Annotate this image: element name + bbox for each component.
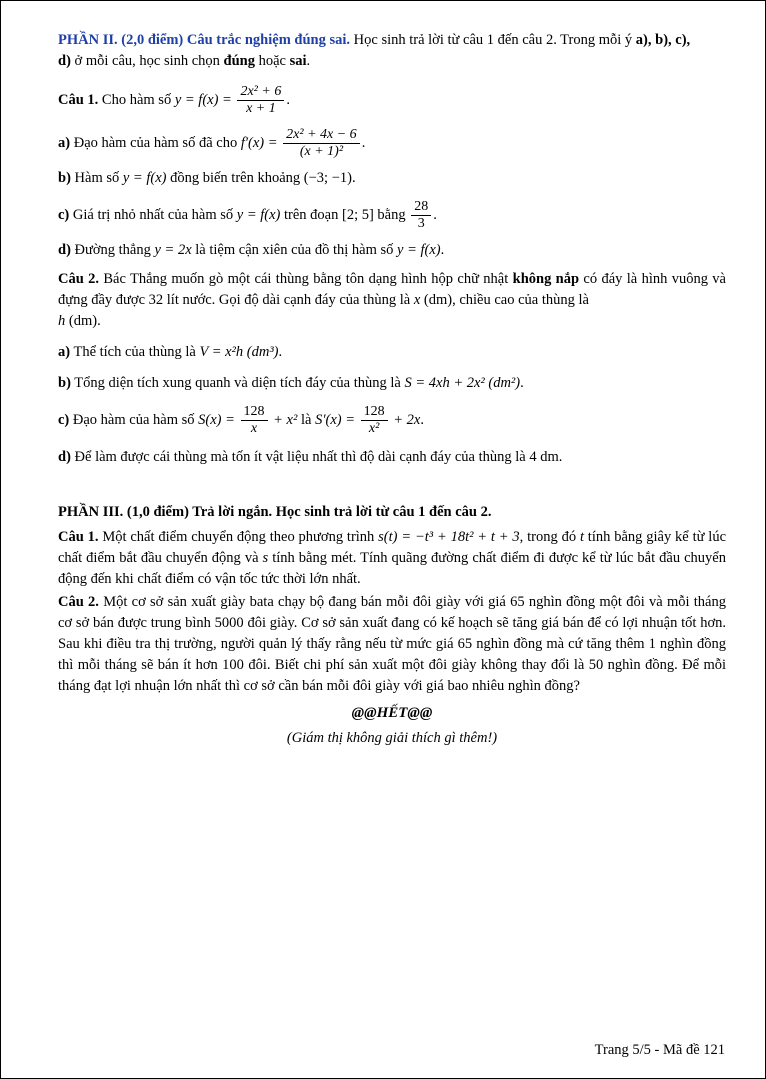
p2-q1-a: a) Đạo hàm của hàm số đã cho f′(x) = $\frac{\text{2x² + 4x − 6}}{\text{(x + 1)²}}$ . (58, 127, 366, 159)
part3-title: PHẦN III. (1,0 điểm) Trả lời ngắn. Học sinh trả lời từ câu 1 đến câu 2. (58, 504, 492, 520)
exam-page (58, 30, 726, 749)
page-footer: Trang 5/5 - Mã đề 121 (594, 1042, 725, 1058)
p2-q1-c: c) Giá trị nhỏ nhất của hàm số y = f(x) trên đoạn [2; 5] bằng $\frac{28}{3}$ . (58, 199, 437, 231)
part2-intro: PHẦN II. (2,0 điểm) Câu trắc nghiệm đúng sai. Học sinh trả lời từ câu 1 đến câu 2. Trong mỗi ý a), b), c), d) ở mỗi câu, học sinh chọn đúng hoặc sai. (58, 32, 691, 69)
fraction: $\frac{\text{2x² + 6}}{x + 1}$ (237, 84, 284, 117)
fraction: $\frac{128}{x}$ (241, 404, 268, 437)
fraction: $\frac{\text{2x² + 4x − 6}}{\text{(x + 1)²}}$ (283, 127, 360, 160)
p2-q1-b: b) Hàm số y = f(x) đồng biến trên khoảng (−3; −1). (58, 170, 356, 186)
fraction: $\frac{128}{\text{x²}}$ (361, 404, 388, 437)
p3-q2: Câu 2. Một cơ sở sản xuất giày bata chạy bộ đang bán mỗi đôi giày với giá 65 nghìn đồng một đôi và mỗi tháng cơ sở bán được trung bình 5000 đôi giày. Cơ sở sản xuất đang có kế hoạch sẽ tăng giá bán để có lợi nhuận tốt hơn. Sau khi điều tra thị trường, người quản lý thấy rằng nếu từ mức giá 65 nghìn đồng mà cứ tăng thêm 1 nghìn đồng thì mỗi tháng sẽ bán ít hơn 100 đôi. Biết chi phí sản xuất một đôi giày không thay đổi là 50 nghìn đồng. Để mỗi tháng đạt lợi nhuận lớn nhất thì cơ sở cần bán mỗi đôi giày với giá bao nhiêu nghìn đồng? (58, 594, 726, 694)
p2-q2: Câu 2. Bác Thắng muốn gò một cái thùng bằng tôn dạng hình hộp chữ nhật không nắp có đáy là hình vuông và đựng đầy được 32 lít nước. Gọi độ dài cạnh đáy của thùng là x (dm), chiều cao của thùng là h (dm). (58, 271, 726, 329)
p2-q1: Câu 1. Cho hàm số y = f(x) = $\frac{\text{2x² + 6}}{x + 1}$ . (58, 84, 290, 116)
proctor-note: (Giám thị không giải thích gì thêm!) (286, 730, 498, 746)
p2-q2-c: c) Đạo hàm của hàm số S(x) = $\frac{128}{x}$ + x² là S′(x) = $\frac{128}{\text{x²}}$ + 2x. (58, 404, 424, 436)
p2-q1-d: d) Đường thẳng y = 2x là tiệm cận xiên của đồ thị hàm số y = f(x). (58, 242, 445, 258)
p2-q2-d: d) Để làm được cái thùng mà tốn ít vật liệu nhất thì độ dài cạnh đáy của thùng là 4 dm. (58, 449, 563, 465)
fraction: $\frac{28}{3}$ (411, 199, 431, 232)
end-mark: @@HẾT@@ (351, 705, 433, 721)
part2-title: PHẦN II. (2,0 điểm) Câu trắc nghiệm đúng sai. (58, 32, 351, 48)
p2-q2-a: a) Thể tích của thùng là V = x²h (dm³). (58, 344, 283, 360)
p3-q1: Câu 1. Một chất điểm chuyển động theo phương trình s(t) = −t³ + 18t² + t + 3, trong đó t tính bằng giây kể từ lúc chất điểm bắt đầu chuyển động và s tính bằng mét. Tính quãng đường chất điểm đi được kể từ lúc bắt đầu chuyển động đến khi chất điểm có vận tốc tức thời lớn nhất. (58, 529, 727, 587)
p2-q2-b: b) Tổng diện tích xung quanh và diện tích đáy của thùng là S = 4xh + 2x² (dm²). (58, 375, 524, 391)
